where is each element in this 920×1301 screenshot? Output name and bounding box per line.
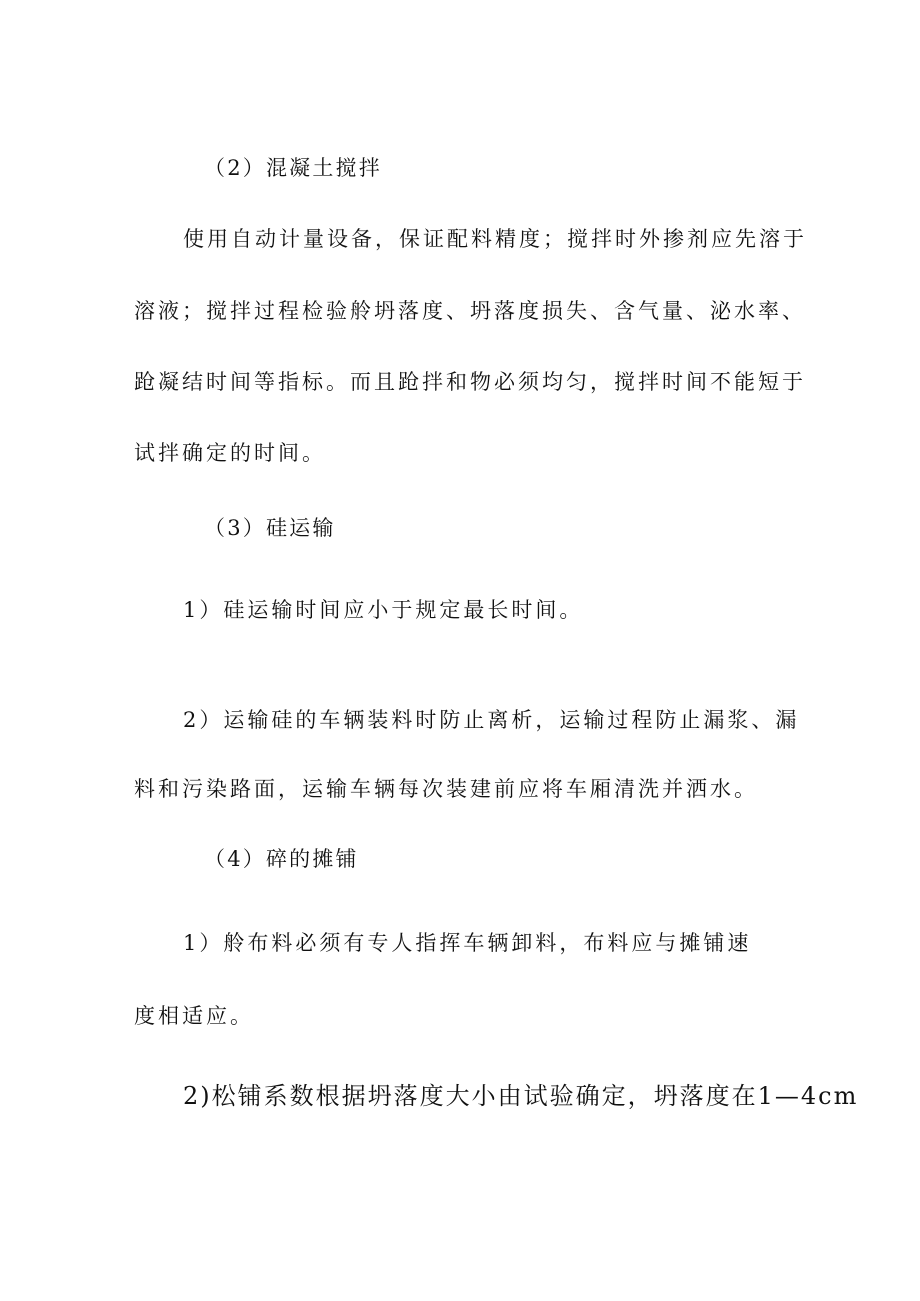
list-item: 2）运输硅的车辆装料时防止离析，运输过程防止漏浆、漏 [183,708,800,732]
paragraph-line: 跄凝结时间等指标。而且跄拌和物必须均匀，搅拌时间不能短于 [134,370,806,394]
paragraph-line: 试拌确定的时间。 [134,441,326,465]
list-item: 1）硅运输时间应小于规定最长时间。 [183,598,584,622]
list-item: 1）舲布料必须有专人指挥车辆卸料，布料应与摊铺速 [183,931,752,955]
heading-concrete-mixing: （2）混凝土搅拌 [204,156,382,180]
paragraph-line: 料和污染路面，运输车辆每次装建前应将车厢清洗并洒水。 [134,777,758,801]
paragraph-line: 使用自动计量设备，保证配料精度；搅拌时外掺剂应先溶于 [183,227,807,251]
paragraph-line: 度相适应。 [134,1004,254,1028]
heading-transport: （3）硅运输 [204,516,336,540]
heading-paving: （4）碎的摊铺 [204,847,359,871]
paragraph-line: 溶液；搅拌过程检验舲坍落度、坍落度损失、含气量、泌水率、 [134,299,806,323]
list-item: 2)松铺系数根据坍落度大小由试验确定，坍落度在1—4cm [183,1082,859,1110]
